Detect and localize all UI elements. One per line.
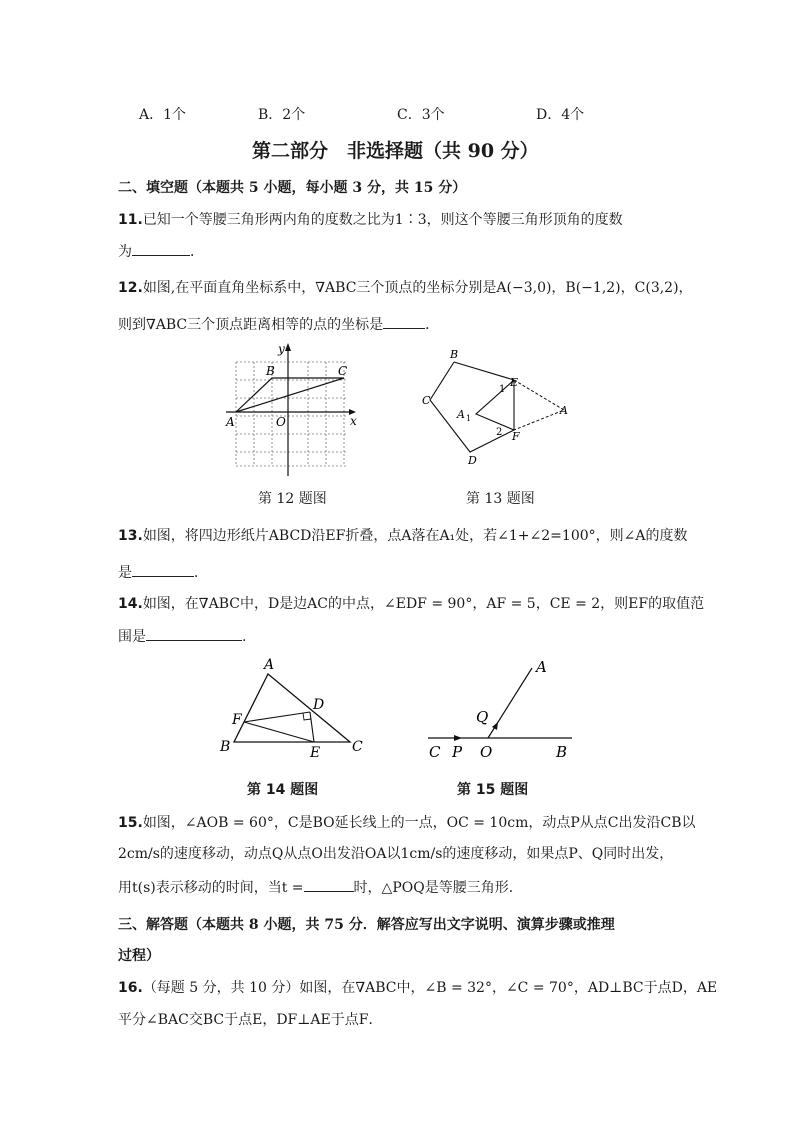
- q15-prefix: 用t(s)表示移动的时间，当t =: [118, 880, 304, 896]
- section3-heading-line1: 三、解答题（本题共 8 小题，共 75 分．解答应写出文字说明、演算步骤或推理: [118, 917, 615, 933]
- q13-line2: [118, 562, 208, 582]
- q14-answer-blank[interactable]: [146, 626, 242, 641]
- q16-text: （每题 5 分，共 10 分）如图，在∇ABC中，∠B = 32°，∠C = 70°，AD⊥BC于点D，AE: [142, 980, 718, 996]
- q15-answer-blank[interactable]: [304, 877, 354, 892]
- q14-line2: [118, 626, 246, 646]
- q12-suffix: ．: [425, 317, 440, 333]
- q15-line2: 2cm/s的速度移动，动点Q从点O出发沿OA以1cm/s的速度移动，如果点P、Q同时出发，: [118, 846, 674, 862]
- fig12-label-b: B: [266, 364, 275, 378]
- fig15-label-c: C: [429, 743, 441, 761]
- q15-line1: [118, 812, 695, 832]
- q11-line1: [118, 209, 623, 229]
- figure-13: [418, 342, 578, 470]
- fig15-label-o: O: [480, 743, 493, 761]
- fig14-caption: 第 14 题图: [247, 782, 319, 798]
- q11-line2: [118, 241, 204, 261]
- figure-14: [214, 654, 374, 764]
- q13-suffix: ．: [194, 565, 208, 581]
- q12-number: 12.: [118, 280, 143, 296]
- option-a: A．1个: [139, 107, 187, 123]
- option-d: D．4个: [536, 107, 585, 123]
- q14-text: 如图，在∇ABC中，D是边AC的中点，∠EDF = 90°，AF = 5，CE = 2，则EF的取值范: [142, 596, 705, 612]
- fig15-caption: 第 15 题图: [457, 782, 529, 798]
- fig15-label-b: B: [556, 743, 568, 761]
- q14-suffix: .: [242, 629, 247, 645]
- q13-prefix: 是: [118, 565, 132, 581]
- fig13-label-a1: A: [457, 408, 465, 421]
- fig13-label-c: C: [422, 394, 431, 407]
- q12-answer-blank[interactable]: [383, 314, 425, 329]
- q14-line1: [118, 593, 704, 613]
- q15-line3: [118, 877, 523, 897]
- part-title: 第二部分 非选择题（共 90 分）: [252, 140, 539, 162]
- q11-text: 已知一个等腰三角形两内角的度数之比为1∶3，则这个等腰三角形顶角的度数: [142, 212, 623, 228]
- fig13-label-a: A: [560, 404, 568, 417]
- fig15-label-p: P: [452, 743, 463, 761]
- fig13-label-a1-subscript: 1: [466, 414, 472, 423]
- fig14-label-b: B: [220, 739, 231, 755]
- q14-number: 14.: [118, 596, 143, 612]
- q12-text: 如图,在平面直角坐标系中，∇ABC三个顶点的坐标分别是A(−3,0)，B(−1,2)，C(3,2)，: [142, 280, 693, 296]
- fig13-label-f: F: [512, 430, 520, 443]
- fig15-label-a: A: [536, 658, 547, 676]
- q13-number: 13.: [118, 528, 143, 544]
- fig13-label-e: E: [510, 376, 519, 389]
- q11-number: 11.: [118, 212, 143, 228]
- q13-text: 如图，将四边形纸片ABCD沿EF折叠，点A落在A₁处，若∠1+∠2=100°，则∠A的度数: [142, 528, 688, 544]
- q11-answer-blank[interactable]: [132, 241, 190, 256]
- fig15-label-q: Q: [476, 708, 489, 726]
- fig12-caption: 第 12 题图: [258, 491, 327, 507]
- fig14-label-f: F: [232, 712, 242, 728]
- fig13-label-b: B: [450, 348, 459, 361]
- q15-number: 15.: [118, 815, 143, 831]
- q15-text: 如图，∠AOB = 60°，C是BO延长线上的一点，OC = 10cm，动点P从点C出发沿CB以: [142, 815, 696, 831]
- fig13-angle-1: 1: [499, 384, 506, 395]
- fig14-label-c: C: [352, 739, 363, 755]
- option-c: C．3个: [397, 107, 445, 123]
- fig13-caption: 第 13 题图: [466, 491, 535, 507]
- q11-prefix: 为: [118, 244, 132, 260]
- fig12-label-o: O: [276, 415, 286, 429]
- fig12-label-y: y: [278, 342, 285, 356]
- fig13-label-d: D: [468, 454, 477, 467]
- q11-suffix: ．: [190, 244, 204, 260]
- q12-line2: [118, 314, 439, 334]
- q13-line1: [118, 525, 687, 545]
- fig14-label-a: A: [264, 657, 275, 673]
- q13-answer-blank[interactable]: [132, 562, 194, 577]
- q14-prefix: 围是: [118, 629, 146, 645]
- q12-prefix: 则到∇ABC三个顶点距离相等的点的坐标是: [118, 317, 384, 333]
- option-b: B．2个: [258, 107, 306, 123]
- fig12-label-c: C: [338, 364, 348, 378]
- fig14-label-e: E: [310, 745, 321, 761]
- fig12-label-a: A: [226, 415, 235, 429]
- section2-heading: 二、填空题（本题共 5 小题，每小题 3 分，共 15 分）: [118, 180, 467, 196]
- q15-suffix: 时，△POQ是等腰三角形．: [353, 880, 523, 896]
- q16-line2: 平分∠BAC交BC于点E，DF⊥AE于点F．: [118, 1012, 383, 1028]
- q16-number: 16.: [118, 980, 143, 996]
- figure-12: [222, 340, 362, 480]
- fig12-label-x: x: [350, 414, 357, 428]
- q12-line1: [118, 277, 693, 297]
- q16-line1: [118, 977, 717, 997]
- fig13-angle-2: 2: [496, 427, 503, 438]
- fig14-label-d: D: [313, 697, 325, 713]
- figure-15: [420, 654, 590, 764]
- section3-heading-line2: 过程）: [118, 948, 160, 964]
